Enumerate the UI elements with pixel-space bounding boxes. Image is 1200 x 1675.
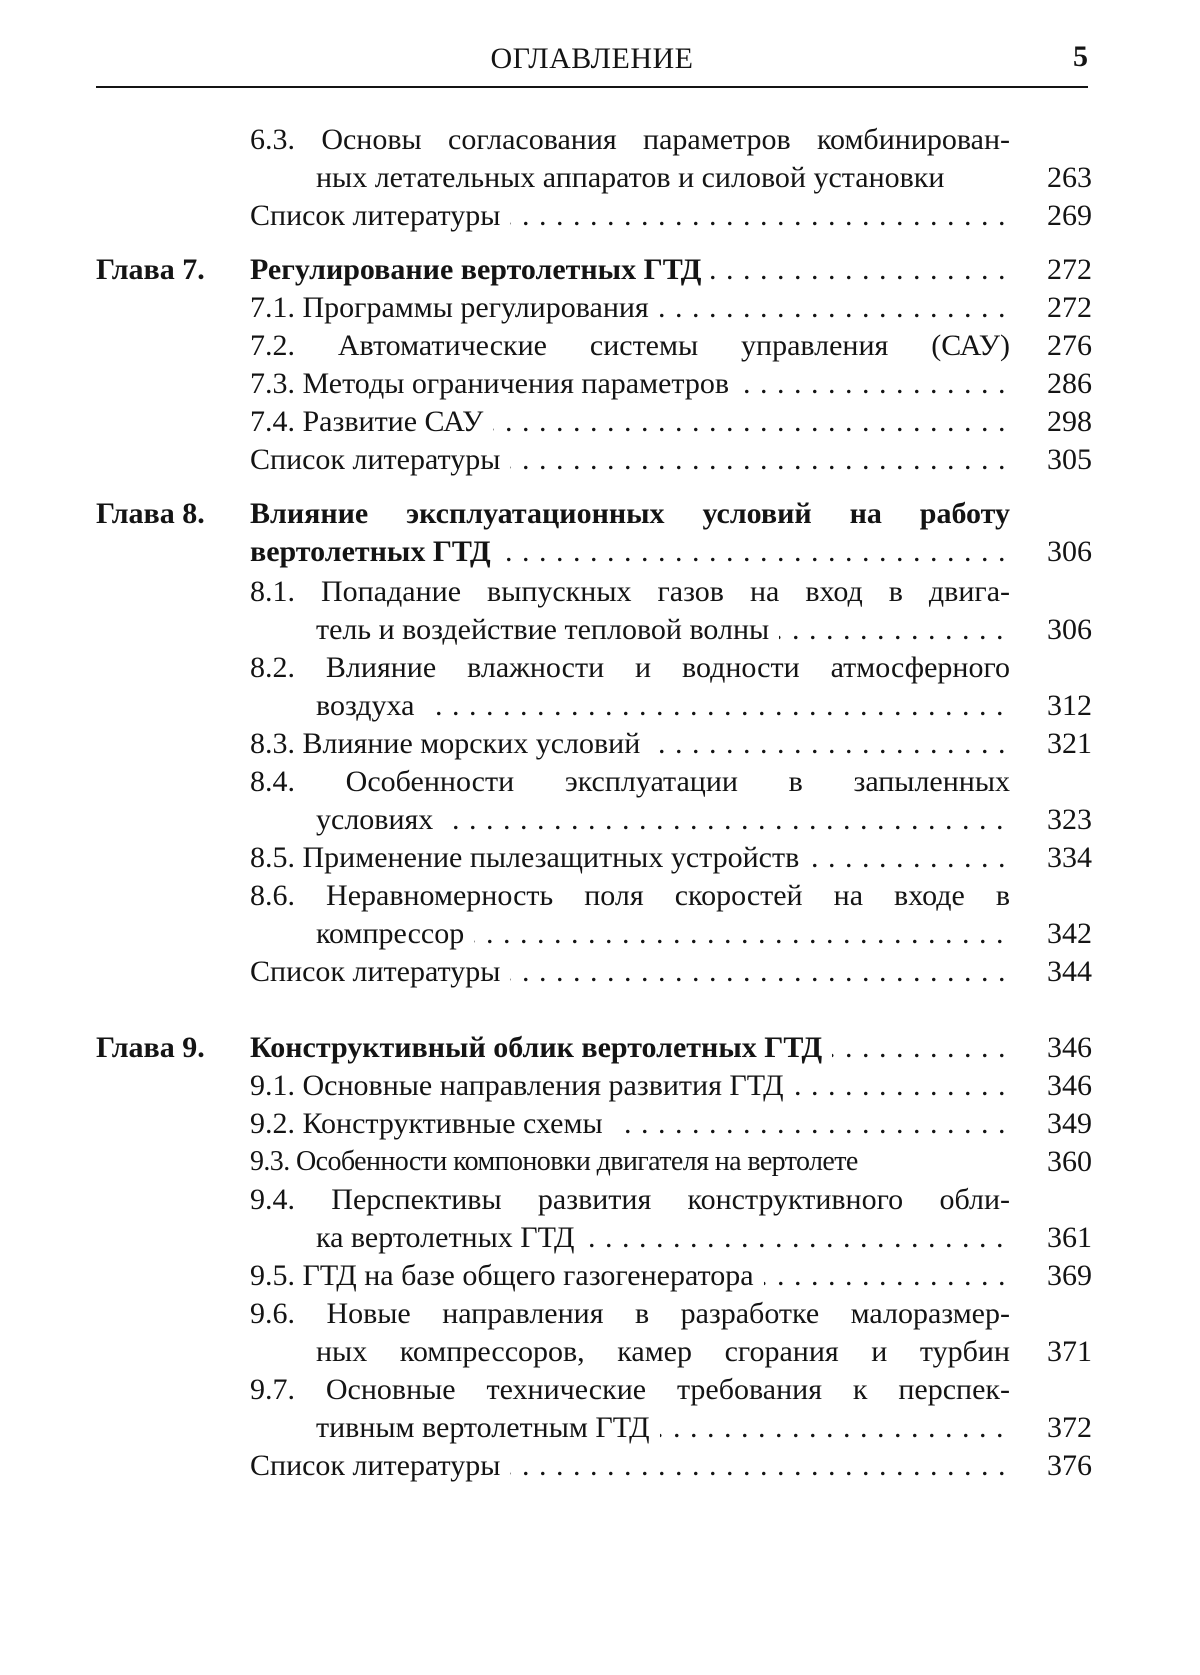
toc-entry-9-7-line1: 9.7. Основные технические требования к перспек- [250, 1373, 1010, 1406]
toc-entry-chapter-9 [250, 1028, 1010, 1068]
toc-entry-chapter-8-line2 [250, 532, 1010, 572]
toc-page-8-4: 323 [1047, 803, 1092, 836]
chapter-7-label: Глава 7. [96, 253, 205, 286]
toc-entry-8-3 [250, 724, 1010, 764]
chapter-9-label: Глава 9. [96, 1031, 205, 1064]
toc-entry-9-4-line1: 9.4. Перспективы развития конструктивного обли- [250, 1183, 1010, 1216]
toc-entry-title: 9.5. ГТД на базе общего газогенератора [250, 1259, 764, 1292]
toc-entry-8-4-line1: 8.4. Особенности эксплуатации в запыленных [250, 765, 1010, 798]
toc-entry-title: условиях [316, 803, 443, 836]
toc-entry-ch8-references [250, 952, 1010, 992]
toc-entry-8-6-line1: 8.6. Неравномерность поля скоростей на входе в [250, 879, 1010, 912]
chapter-8-label: Глава 8. [96, 497, 205, 530]
toc-page-6-3: 263 [1047, 161, 1092, 194]
toc-page-7-4: 298 [1047, 405, 1092, 438]
toc-entry-title: Регулирование вертолетных ГТД [250, 253, 711, 286]
toc-entry-9-6-line2: ных компрессоров, камер сгорания и турбин [316, 1335, 1010, 1368]
toc-page-9-2: 349 [1047, 1107, 1092, 1140]
toc-page-9-3: 360 [1047, 1145, 1092, 1178]
toc-page-9-7: 372 [1047, 1411, 1092, 1444]
toc-page-8-5: 334 [1047, 841, 1092, 874]
toc-page-7-2: 276 [1047, 329, 1092, 362]
toc-entry-8-1-line2 [316, 610, 1010, 650]
toc-entry-7-3 [250, 364, 1010, 404]
toc-entry-8-2-line1: 8.2. Влияние влажности и водности атмосферного [250, 651, 1010, 684]
toc-page-9-1: 346 [1047, 1069, 1092, 1102]
toc-entry-chapter-7 [250, 250, 1010, 290]
running-header [96, 36, 1088, 88]
toc-entry-title: Список литературы [250, 443, 510, 476]
toc-entry-7-2: 7.2. Автоматические системы управления (САУ) [250, 329, 1010, 362]
toc-entry-title: тель и воздействие тепловой волны [316, 613, 779, 646]
toc-entry-chapter-8-line1: Влияние эксплуатационных условий на работу [250, 497, 1010, 530]
toc-entry-title: 7.1. Программы регулирования [250, 291, 659, 324]
toc-page-9-6: 371 [1047, 1335, 1092, 1368]
toc-page-chapter-9: 346 [1047, 1031, 1092, 1064]
header-title: ОГЛАВЛЕНИЕ [490, 42, 694, 75]
toc-entry-title: Список литературы [250, 199, 510, 232]
toc-page-9-4: 361 [1047, 1221, 1092, 1254]
toc-page-7-3: 286 [1047, 367, 1092, 400]
toc-entry-ch9-references [250, 1446, 1010, 1486]
toc-entry-title: воздуха [316, 689, 424, 722]
toc-page-8-2: 312 [1047, 689, 1092, 722]
toc-page-9-5: 369 [1047, 1259, 1092, 1292]
toc-entry-title: тивным вертолетным ГТД [316, 1411, 660, 1444]
toc-page-8-1: 306 [1047, 613, 1092, 646]
toc-entry-6-3-line2: ных летательных аппаратов и силовой установки [316, 161, 945, 194]
toc-entry-9-7-line2 [316, 1408, 1010, 1448]
toc-page-7-1: 272 [1047, 291, 1092, 324]
toc-entry-9-5 [250, 1256, 1010, 1296]
toc-entry-title: вертолетных ГТД [250, 535, 501, 568]
toc-entry-title: 8.5. Применение пылезащитных устройств [250, 841, 809, 874]
toc-entry-9-6-line1: 9.6. Новые направления в разработке малоразмер- [250, 1297, 1010, 1330]
toc-entry-title: ка вертолетных ГТД [316, 1221, 585, 1254]
toc-page-8-6: 342 [1047, 917, 1092, 950]
toc-entry-8-1-line1: 8.1. Попадание выпускных газов на вход в двига- [250, 575, 1010, 608]
toc-entry-8-4-line2 [316, 800, 1010, 840]
toc-entry-title: 9.2. Конструктивные схемы [250, 1107, 613, 1140]
toc-entry-9-4-line2 [316, 1218, 1010, 1258]
toc-page-ch6-references: 269 [1047, 199, 1092, 232]
toc-entry-title: Конструктивный облик вертолетных ГТД [250, 1031, 832, 1064]
toc-entry-title: компрессор [316, 917, 474, 950]
toc-entry-8-6-line2 [316, 914, 1010, 954]
toc-entry-ch7-references [250, 440, 1010, 480]
toc-page-chapter-7: 272 [1047, 253, 1092, 286]
toc-page-chapter-8: 306 [1047, 535, 1092, 568]
toc-entry-title: 7.3. Методы ограничения параметров [250, 367, 739, 400]
toc-entry-9-2 [250, 1104, 1010, 1144]
toc-page-ch9-references: 376 [1047, 1449, 1092, 1482]
toc-entry-ch6-references [250, 196, 1010, 236]
header-page-number: 5 [1073, 40, 1088, 73]
toc-entry-7-4 [250, 402, 1010, 442]
toc-entry-7-1 [250, 288, 1010, 328]
toc-entry-title: 8.3. Влияние морских условий [250, 727, 650, 760]
toc-entry-8-2-line2 [316, 686, 1010, 726]
toc-page-ch7-references: 305 [1047, 443, 1092, 476]
toc-entry-6-3-line1: 6.3. Основы согласования параметров комбинирован- [250, 123, 1010, 156]
toc-entry-title: Список литературы [250, 955, 510, 988]
toc-page-ch8-references: 344 [1047, 955, 1092, 988]
toc-page-8-3: 321 [1047, 727, 1092, 760]
toc-entry-8-5 [250, 838, 1010, 878]
toc-entry-9-3: 9.3. Особенности компоновки двигателя на вертолете [250, 1146, 858, 1177]
toc-entry-title: 7.4. Развитие САУ [250, 405, 493, 438]
toc-entry-title: Список литературы [250, 1449, 510, 1482]
toc-entry-9-1 [250, 1066, 1010, 1106]
toc-entry-title: 9.1. Основные направления развития ГТД [250, 1069, 794, 1102]
